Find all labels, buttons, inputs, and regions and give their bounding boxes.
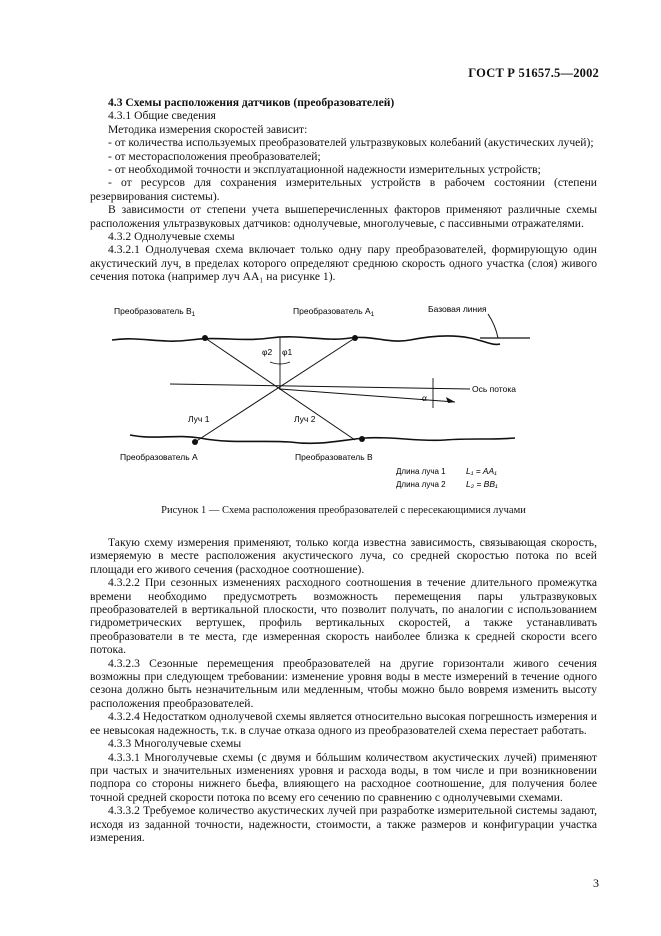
paragraph: 4.3.3.1 Многолучевые схемы (с двумя и бóльшим количеством акустических лучей) применяют при частых и значительных изменениях уровня и расхода воды, в том числе и при возникновении подпора со стороны нижнего бьефа, влияющего на расходное соотношение, для получения более точной средней скорости потока по всему его сечению по сравнению с однолучевыми схемами. (90, 750, 597, 804)
transducer-b-dot (359, 436, 365, 442)
flow-axis-line (170, 384, 470, 389)
figure-1-diagram (110, 300, 530, 495)
section-4-3-body (90, 109, 597, 283)
paragraph: - от количества используемых преобразователей ультразвуковых колебаний (акустических лучей); (108, 136, 594, 150)
label-transducer-b1: Преобразователь $B_1$ (114, 306, 196, 318)
paragraph: Такую схему измерения применяют, только когда известна зависимость, связывающая скорость, измеряемую в месте расположения акустического луча, со средней скоростью потока по всей площади его живого сечения (расходное соотношение). (90, 536, 597, 576)
paragraph: - от месторасположения преобразователей; (108, 149, 321, 163)
label-length-2-formula: L₂ = BB₁ (466, 479, 498, 489)
base-line-pointer (488, 314, 498, 338)
ray-2-line (195, 338, 355, 442)
paragraph: 4.3.1 Общие сведения (108, 109, 216, 123)
transducer-a1-dot (352, 335, 358, 341)
paragraph: 4.3.2.4 Недостатком однолучевой схемы является относительно высокая погрешность измерения и ее невысокая надежность, т.к. в случае отказа одного из преобразователей схема перестает работать. (90, 710, 597, 737)
paragraph: Методика измерения скоростей зависит: (108, 122, 308, 136)
flow-axis-arrowhead (446, 397, 455, 403)
flow-axis-arrow-line (280, 389, 455, 402)
paragraph: - от необходимой точности и эксплуатационной надежности измерительных устройств; (108, 163, 541, 177)
paragraph: В зависимости от степени учета вышеперечисленных факторов применяют различные схемы расположения ультразвуковых датчиков: однолучевые, многолучевые, с пассивными отражателями. (90, 203, 597, 230)
section-body-2 (90, 536, 597, 844)
paragraph: 4.3.2 Однолучевые схемы (108, 230, 235, 244)
paragraph: 4.3.2.1 Однолучевая схема включает только одну пару преобразователей, формирующую один акустический луч, в пределах которого определяют среднюю скорость одного участка (слоя) живого сечения потока (например луч AA₁ на рисунке 1). (90, 243, 597, 284)
label-transducer-a1: Преобразователь $A_1$ (293, 306, 375, 318)
transducer-a-dot (192, 439, 198, 445)
label-length-1-formula: L₁ = AA₁ (466, 466, 497, 476)
section-title: 4.3 Схемы расположения датчиков (преобразователей) (108, 96, 395, 109)
label-length-1: Длина луча 1 (396, 467, 446, 476)
top-bank-line (112, 336, 500, 345)
label-ray-1: Луч 1 (188, 414, 210, 424)
figure-caption: Рисунок 1 — Схема расположения преобразователей с пересекающимися лучами (161, 505, 526, 516)
paragraph: - от ресурсов для сохранения измерительных устройств в рабочем состоянии (степени резервирования системы). (90, 176, 597, 203)
label-transducer-a: Преобразователь A (120, 452, 198, 462)
label-base-line: Базовая линия (428, 304, 487, 314)
label-transducer-b: Преобразователь B (295, 452, 373, 462)
label-length-2: Длина луча 2 (396, 480, 446, 489)
bottom-bank-line (130, 435, 515, 443)
paragraph: 4.3.3 Многолучевые схемы (108, 737, 242, 751)
label-alpha: α (422, 393, 427, 403)
transducer-b1-dot (202, 335, 208, 341)
page-number: 3 (593, 876, 599, 890)
paragraph: 4.3.2.2 При сезонных изменениях расходного соотношения в течение длительного промежутка времени необходимо предусмотреть возможность перемещения пары ультразвуковых преобразователей в вертикальной плоскости, что позволит получать, по аналогии с использованием гидрометрических вертушек, профиль вертикальных скоростей, а также устанавливать преобразователи в те места, где измеренная скорость наиболее близка к средней скорости всего потока. (90, 576, 597, 657)
label-phi2: φ2 (262, 347, 273, 357)
label-ray-2: Луч 2 (294, 414, 316, 424)
paragraph: 4.3.3.2 Требуемое количество акустических лучей при разработке измерительной системы задают, исходя из заданной точности, надежности, стоимости, а также размеров и конфигурации участка измерения. (90, 804, 597, 844)
label-flow-axis: Ось потока (472, 384, 516, 394)
section-body-2-text (90, 536, 597, 844)
standard-header: ГОСТ Р 51657.5—2002 (468, 66, 599, 80)
label-phi1: φ1 (282, 347, 293, 357)
section-4-3 (90, 96, 597, 284)
paragraph: 4.3.2.3 Сезонные перемещения преобразователей на другие горизонтали живого сечения возможны при следующем требовании: изменение уровня воды в месте измерений в течение одного сезона должно быть незначительным или медленным, чтобы можно было вовремя изменить высоту расположения преобразователей. (90, 656, 597, 710)
